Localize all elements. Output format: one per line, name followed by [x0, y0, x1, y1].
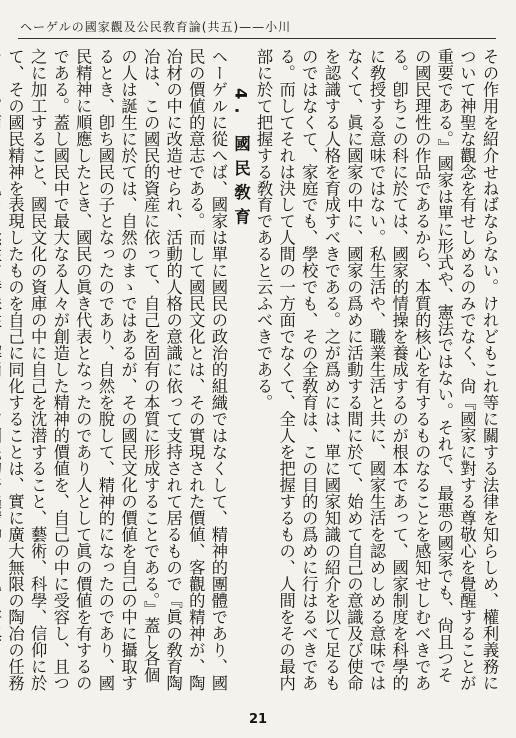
- header-rule: [18, 38, 496, 39]
- running-header: ヘーゲルの國家觀及公民敎育論(共五)——小川: [20, 20, 292, 34]
- paragraph: ヘーゲルに從へば、國家は單に國民の政治的組織ではなくして、精神的團體であり、國民の價値的意志である。而して國民文化とは、その實現された價値、客觀的精神が、陶冶材の中に改造せられ、活動的人格の意識に依って支持されて居るもので『眞の敎育陶冶は、この國民的資産に依って、自己を固有の本質に形成することである。』蓋し各個の人は誕生に於ては、自然のまゝではあるが、その國民文化の價値を自己の中に攝取するとき、卽ち國民の子となったのであり、自然を脫して、精神的になったのであり、國民精神に順應したとき、國民の眞き代表となったのであり人として眞の價値を有するのである。蓋し國民中で最大なる人々が創造した精神的價値を、自己の中に受容し、且つ之に加工すること、國民文化の資庫の中に自己を沈潜すること、藝術、科學、信仰に於て、その國民精神を表現したものを自己に同化することは、實に廣大無限の陶冶の任務: [5, 48, 228, 692]
- section-heading: 4. 國民敎育: [231, 88, 251, 233]
- body-text: [5, 48, 500, 698]
- paragraph: その作用を紹介せねばならない。けれどもこれ等に關する法律を知らしめ、權利義務について神聖な觀念を有せしめるのみでなく、尙『國家に對する尊敬心を覺醒することが重要である。』國家は單に形式や、憲法ではない。それで、最悪の國家でも、尙且つその國民理性の作品であるから、本質的核心を有するものなることを感知せしむべきである。卽ちこの科に於ては、國家的情操を養成するのが根本であって、國家制度を科學的に敎授する意味ではない。私生活や、職業生活と共に、國家生活を認めしめる意味ではなくて、眞に國家の中に、國家の爲めに活動する間に於て、始めて自己の意識及び使命を認識する人格を育成すべきである。之が爲めには、單に國家知識の紹介を以て足るものではなくて、家庭でも、學校でも、その全敎育は、この目的の爲めに行はるべきである。而してそれは決して人間の一方面でなくて、全人を把握するもの、人間をその最内部に於て把握する敎育であると云ふべきである。: [254, 48, 499, 692]
- page-number: 21: [248, 712, 268, 727]
